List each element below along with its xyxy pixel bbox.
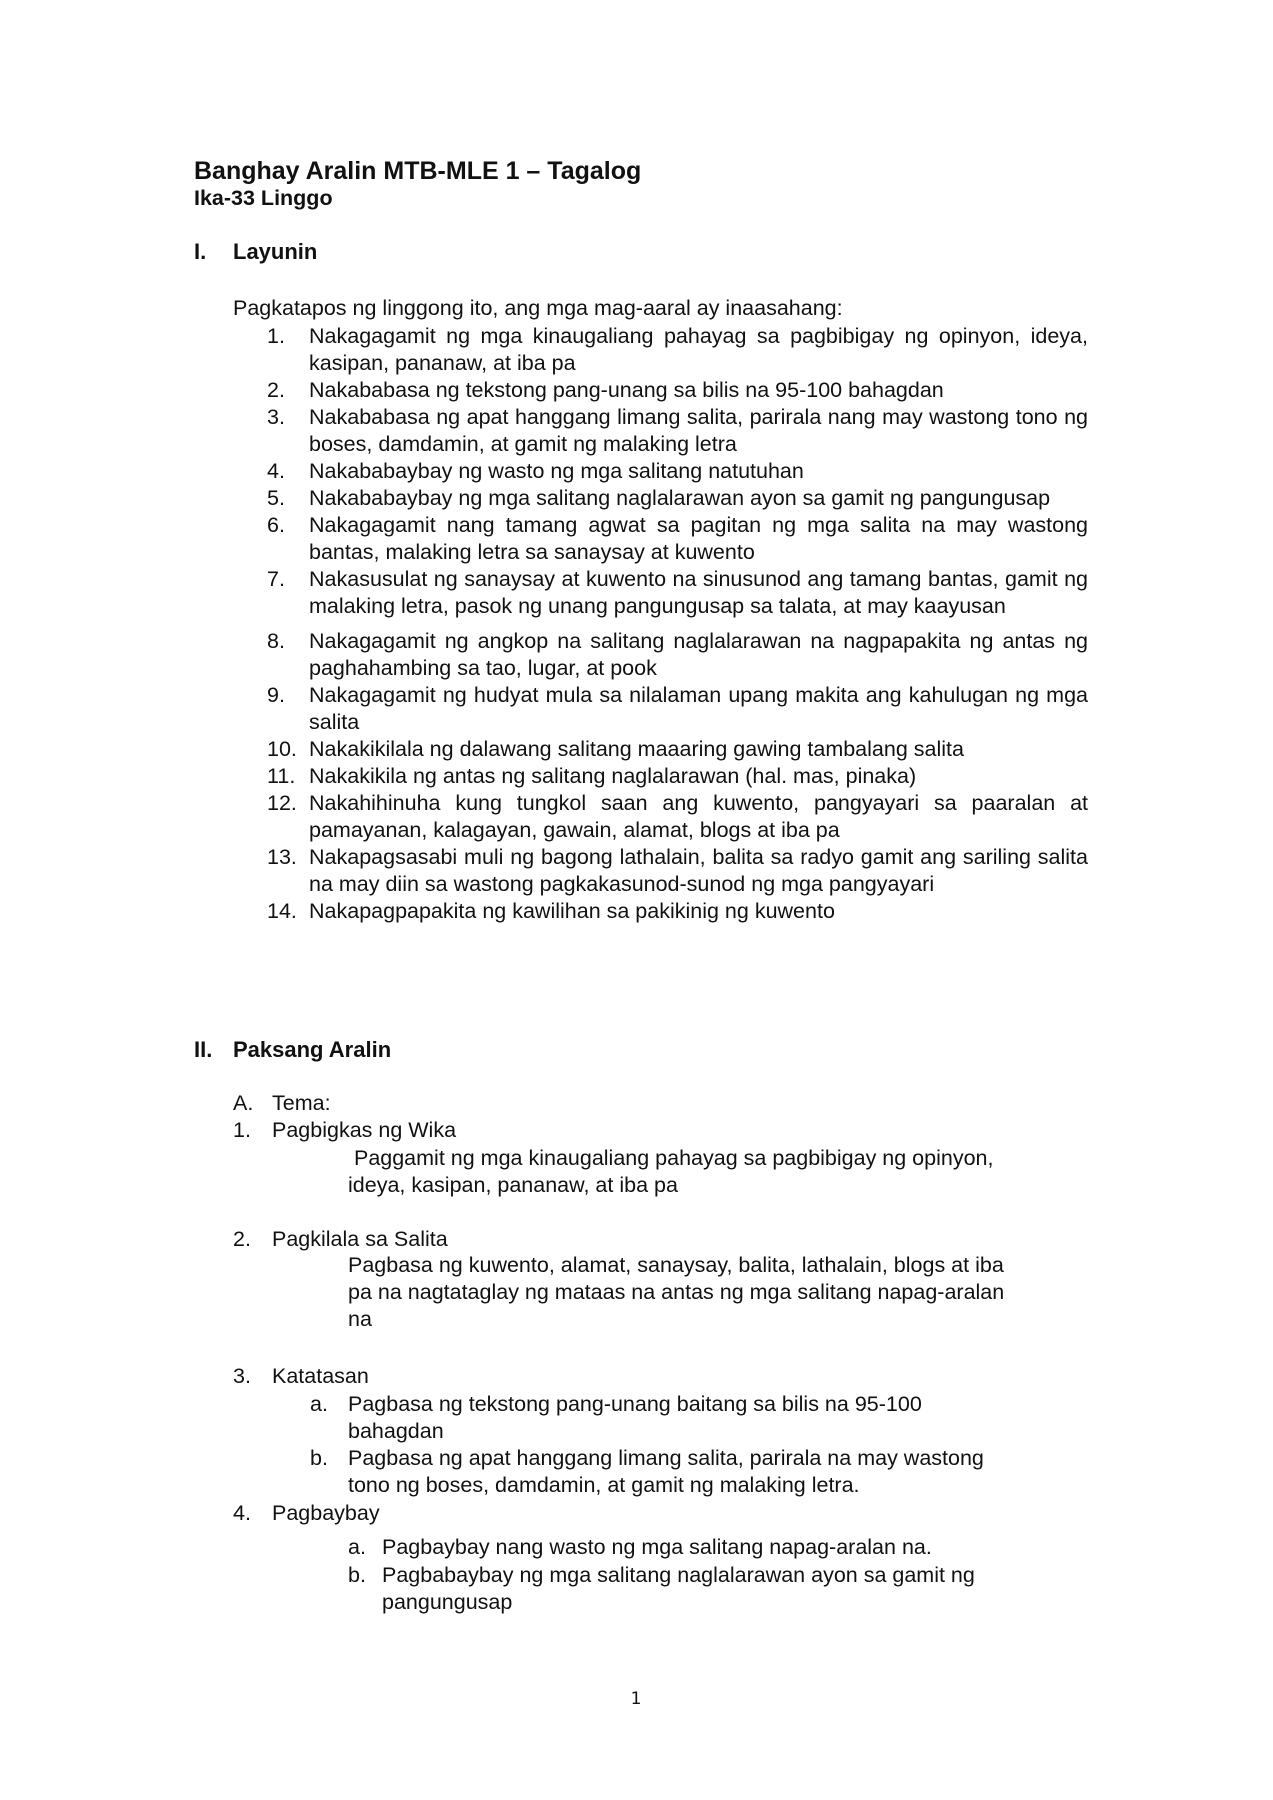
topic-description-line: Paggamit ng mga kinaugaliang pahayag sa pagbibigay ng opinyon,: [348, 1146, 994, 1170]
objective-item: [267, 566, 1088, 620]
objective-number: 13.: [267, 845, 297, 869]
subitem-line: Pagbabaybay ng mga salitang naglalarawan ayon sa gamit ng: [382, 1563, 975, 1587]
objective-text: Nakagagamit nang tamang agwat sa pagitan ng mga salita na may wastong bantas, malaking letra sa sanaysay at kuwento: [309, 513, 1088, 564]
subitem-line: tono ng boses, damdamin, at gamit ng malaking letra.: [348, 1473, 860, 1497]
topic-description-line: Pagbasa ng kuwento, alamat, sanaysay, balita, lathalain, blogs at iba: [348, 1253, 1004, 1277]
objectives-list: [267, 323, 1088, 925]
objective-text: Nakakikilala ng dalawang salitang maaaring gawing tambalang salita: [309, 737, 964, 761]
objective-item: [267, 736, 1088, 763]
section-number: II.: [194, 1037, 213, 1062]
topic-number: 3.: [233, 1364, 251, 1388]
subitem-label: b.: [348, 1563, 366, 1587]
subitem-line: Pagbaybay nang wasto ng mga salitang napag-aralan na.: [382, 1535, 932, 1559]
objective-text: Nakagagamit ng angkop na salitang naglalarawan na nagpapakita ng antas ng paghahambing sa tao, lugar, at pook: [309, 629, 1088, 680]
document-subtitle: Ika-33 Linggo: [194, 186, 333, 210]
objective-number: 2.: [267, 378, 285, 402]
objective-number: 14.: [267, 899, 297, 923]
topic-description-line: na: [348, 1307, 372, 1331]
objective-text: Nakagagamit ng mga kinaugaliang pahayag sa pagbibigay ng opinyon, ideya, kasipan, pananaw, at iba pa: [309, 324, 1088, 375]
objective-text: Nakababaybay ng mga salitang naglalarawan ayon sa gamit ng pangungusap: [309, 486, 1051, 510]
objective-text: Nakagagamit ng hudyat mula sa nilalaman upang makita ang kahulugan ng mga salita: [309, 683, 1088, 734]
objective-item: [267, 377, 1088, 404]
subitem-label: a.: [310, 1392, 328, 1416]
objective-number: 9.: [267, 683, 285, 707]
topic-title: Pagbigkas ng Wika: [272, 1118, 457, 1142]
objective-item: [267, 485, 1088, 512]
objective-item: [267, 628, 1088, 682]
subitem-label: b.: [310, 1446, 328, 1470]
objective-number: 1.: [267, 324, 285, 348]
objective-item: [267, 763, 1088, 790]
objective-text: Nakapagsasabi muli ng bagong lathalain, balita sa radyo gamit ang sariling salita na may diin sa wastong pagkakasunod-sunod ng mga pangyayari: [309, 845, 1088, 896]
objective-text: Nakababaybay ng wasto ng mga salitang natutuhan: [309, 459, 804, 483]
objective-number: 10.: [267, 737, 297, 761]
objective-number: 3.: [267, 405, 285, 429]
tema-heading: Tema:: [272, 1091, 331, 1115]
topic-number: 4.: [233, 1501, 251, 1525]
objective-item: [267, 458, 1088, 485]
objective-item: [267, 404, 1088, 458]
section-heading-paksang-aralin: [194, 1036, 594, 1063]
objective-number: 12.: [267, 791, 297, 815]
section-number: I.: [194, 239, 207, 264]
objective-number: 8.: [267, 629, 285, 653]
objective-item: [267, 512, 1088, 566]
section-title: Paksang Aralin: [233, 1037, 392, 1062]
topic-number: 2.: [233, 1227, 251, 1251]
objective-text: Nakababasa ng apat hanggang limang salita, parirala nang may wastong tono ng boses, damdamin, at gamit ng malaking letra: [309, 405, 1088, 456]
subitem-line: Pagbasa ng apat hanggang limang salita, parirala na may wastong: [348, 1446, 984, 1470]
subitem-line: pangungusap: [382, 1590, 513, 1614]
tema-label: A.: [233, 1091, 254, 1115]
objective-text: Nakakikila ng antas ng salitang naglalarawan (hal. mas, pinaka): [309, 764, 917, 788]
topic-title: Katatasan: [272, 1364, 369, 1388]
objective-text: Nakapagpapakita ng kawilihan sa pakikinig ng kuwento: [309, 899, 835, 923]
document-title: Banghay Aralin MTB-MLE 1 – Tagalog: [194, 157, 642, 185]
objective-text: Nakahihinuha kung tungkol saan ang kuwento, pangyayari sa paaralan at pamayanan, kalagayan, gawain, alamat, blogs at iba pa: [309, 791, 1088, 842]
objective-item: [267, 898, 1088, 925]
objectives-intro: Pagkatapos ng linggong ito, ang mga mag-aaral ay inaasahang:: [233, 296, 843, 320]
objective-item: [267, 844, 1088, 898]
subitem-line: Pagbasa ng tekstong pang-unang baitang sa bilis na 95-100: [348, 1392, 922, 1416]
subitem-label: a.: [348, 1535, 366, 1559]
objective-number: 6.: [267, 513, 285, 537]
section-title: Layunin: [233, 239, 318, 264]
objective-number: 7.: [267, 567, 285, 591]
objective-number: 11.: [267, 764, 296, 788]
topic-number: 1.: [233, 1118, 251, 1142]
objective-number: 4.: [267, 459, 285, 483]
topic-description-line: ideya, kasipan, pananaw, at iba pa: [348, 1173, 678, 1197]
objective-item: [267, 682, 1088, 736]
objective-text: Nakasusulat ng sanaysay at kuwento na sinusunod ang tamang bantas, gamit ng malaking letra, pasok ng unang pangungusap sa talata, at may kaayusan: [309, 567, 1088, 618]
subitem-line: bahagdan: [348, 1419, 444, 1443]
topic-title: Pagbaybay: [272, 1501, 380, 1525]
topic-description-line: pa na nagtataglay ng mataas na antas ng mga salitang napag-aralan: [348, 1280, 1005, 1304]
objective-text: Nakababasa ng tekstong pang-unang sa bilis na 95-100 bahagdan: [309, 378, 944, 402]
page-number: 1: [630, 1689, 642, 1709]
section-heading-layunin: [194, 238, 594, 265]
objective-item: [267, 790, 1088, 844]
objective-number: 5.: [267, 486, 285, 510]
topic-title: Pagkilala sa Salita: [272, 1227, 448, 1251]
objective-item: [267, 323, 1088, 377]
